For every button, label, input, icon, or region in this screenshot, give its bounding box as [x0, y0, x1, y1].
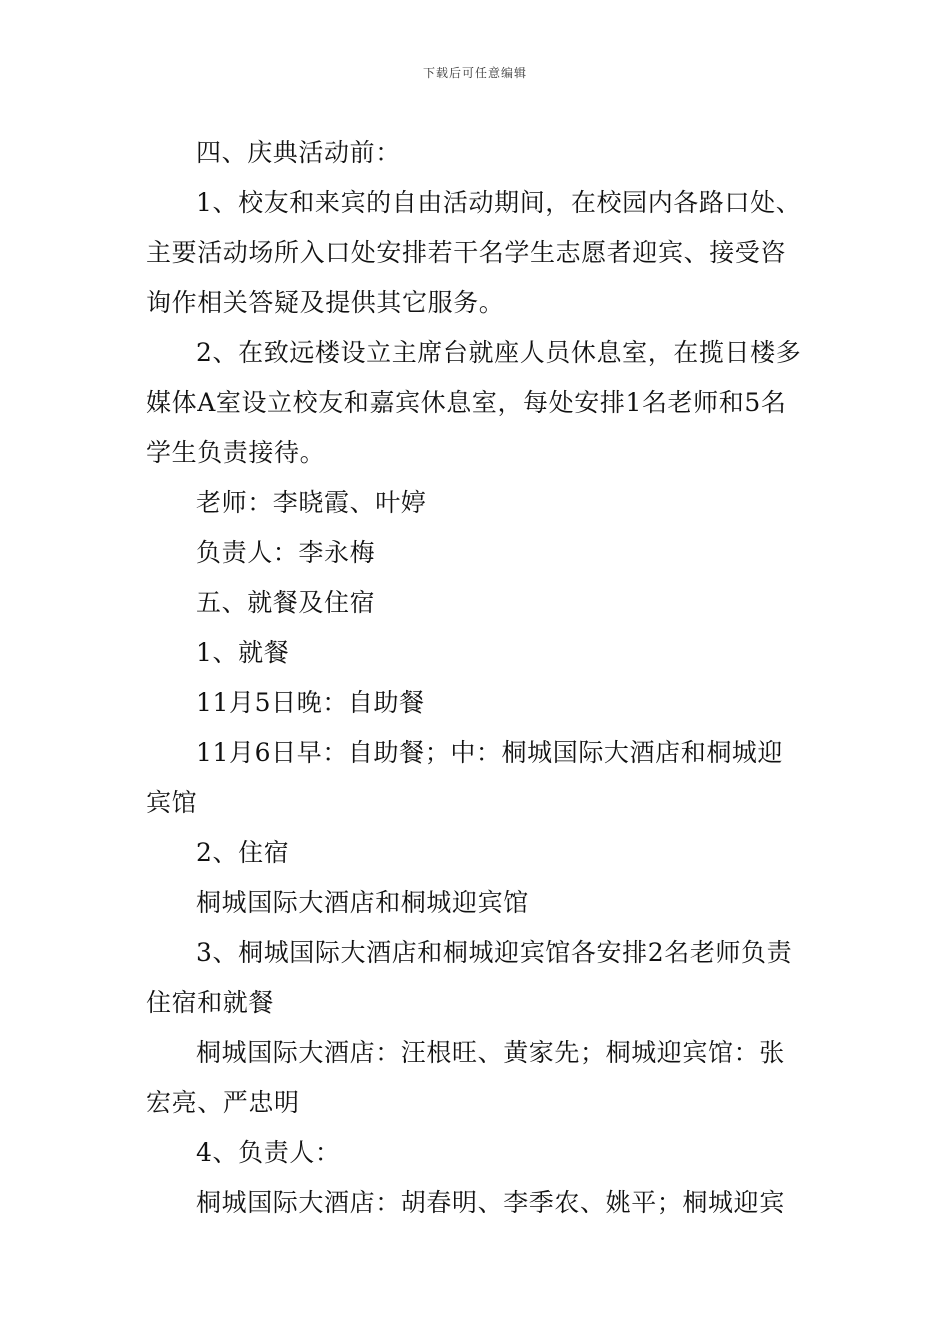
text-line: 负责人：李永梅: [196, 538, 376, 567]
text-line: 桐城国际大酒店：胡春明、李季农、姚平；桐城迎宾: [196, 1188, 785, 1217]
text-line: 2、在致远楼设立主席台就座人员休息室，在揽日楼多: [196, 338, 802, 367]
text-line: 学生负责接待。: [146, 438, 326, 467]
text-line: 询作相关答疑及提供其它服务。: [146, 288, 505, 317]
text-line: 1、就餐: [196, 638, 290, 667]
text-line: 4、负责人：: [196, 1138, 341, 1167]
text-line: 2、住宿: [196, 838, 290, 867]
text-line: 主要活动场所入口处安排若干名学生志愿者迎宾、接受咨: [146, 238, 787, 267]
text-line: 宏亮、严忠明: [146, 1088, 300, 1117]
text-line: 媒体A室设立校友和嘉宾休息室，每处安排1名老师和5名: [146, 388, 787, 417]
text-line: 五、就餐及住宿: [196, 588, 376, 617]
text-line: 1、校友和来宾的自由活动期间，在校园内各路口处、: [196, 188, 802, 217]
text-line: 宾馆: [146, 788, 198, 817]
text-line: 桐城国际大酒店：汪根旺、黄家先；桐城迎宾馆：张: [196, 1038, 785, 1067]
text-line: 桐城国际大酒店和桐城迎宾馆: [196, 888, 529, 917]
text-line: 11月6日早：自助餐；中：桐城国际大酒店和桐城迎: [196, 738, 784, 767]
page-header: 下载后可任意编辑: [422, 66, 527, 80]
text-line: 住宿和就餐: [146, 988, 275, 1017]
text-line: 3、桐城国际大酒店和桐城迎宾馆各安排2名老师负责: [196, 938, 793, 967]
text-line: 四、庆典活动前：: [196, 138, 401, 167]
document-body: [146, 128, 808, 1228]
text-line: 11月5日晚：自助餐: [196, 688, 425, 717]
text-line: 老师：李晓霞、叶婷: [196, 488, 427, 517]
